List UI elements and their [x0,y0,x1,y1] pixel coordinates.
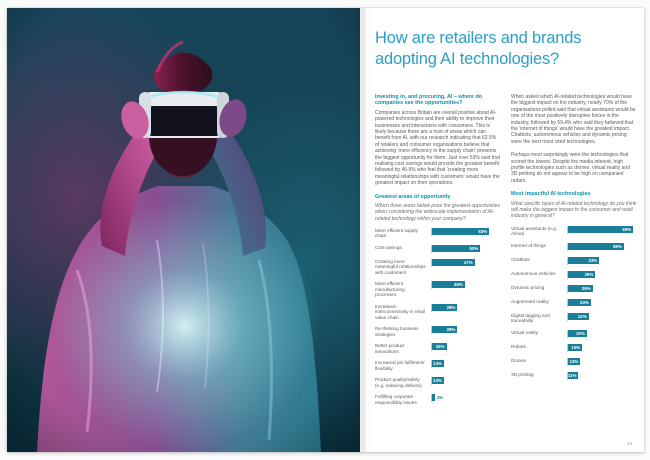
body-paragraph-impact-2: Perhaps most surprisingly were the technologies that scored the lowest. Despite the media interest, high profile technologies such as drones, virtual reality and 3D printing do not appear to be high on companies' radars. [511,152,630,184]
bar-value: 36% [453,282,463,288]
bar-label: Autonomous vehicles [511,270,556,276]
bar-label: Re-thinking business strategies [375,326,419,337]
bar [568,271,595,278]
bar-value: 3% [436,395,444,401]
bar [432,343,447,350]
bar-label: More efficient supply chain [375,227,418,239]
page-title-line1: How are retailers and brands [375,29,582,47]
bar-track [567,271,637,279]
chart-row [375,281,501,298]
vr-headset-photo [7,8,360,452]
chart-row [511,344,637,352]
bar-track [567,257,637,265]
bar-label: Better product innovations [375,343,405,354]
bar-label: Increased job fulfilment/ flexibility [375,360,425,371]
bar-value: 33% [588,257,598,263]
bar [568,372,578,379]
bar-track [567,226,637,234]
chart-row [511,313,637,324]
chart-row [511,372,637,380]
opportunity-bar-chart [375,228,501,406]
chart-question-opportunity: Which three areas below pose the greatest opportunities when considering the widescale implementation of AI-related technology within your company? [375,203,501,222]
bar-track [431,360,501,368]
chart-row [511,243,637,251]
bar-label: 3D printing [511,371,534,377]
body-paragraph-impact-1: When asked which AI-related technologies would have the biggest impact on the industry, nearly 70% of the organisations polled said that virtual assistants would be one of the most positively disruptive forces in the industry, followed by 59.4% who said they believed that the 'internet of things' would have the greatest impact. Chatbots, autonomous vehicles and dynamic pricing were the next most cited technologies. [511,94,636,145]
page-title-line2: adopting AI technologies? [375,50,559,68]
bar-value: 69% [622,226,632,232]
bar-value: 13% [433,361,442,367]
bar [568,243,624,250]
bar [432,281,465,288]
bar-label: Fulfilling corporate responsibility issues [375,394,417,405]
bar-track [431,304,501,312]
bar [568,226,633,233]
bar-value: 20% [576,330,585,336]
bar-track [567,285,637,293]
bar [432,228,489,235]
page-title [375,28,637,70]
bar-label: Dynamic pricing [511,284,545,290]
chart-row [511,285,637,293]
bar-value: 16% [435,344,445,350]
chart-row [511,226,637,237]
bar-track [431,377,501,385]
section-heading-investing: Investing in, and procuring, AI – where do companies see the opportunities? [375,94,483,107]
chart-heading-impact: Most impactful AI technologies [511,191,591,198]
chart-row [375,394,501,405]
chart-row [511,299,637,307]
chart-row [375,259,501,276]
chart-row [511,330,637,338]
bar-track [431,228,501,236]
bar-track [567,330,637,338]
bar-track [567,358,637,366]
body-paragraph-opportunities: Companies across Britain are overall positive about AI-powered technologies and their ability to improve their businesses and interactions with consumers. This is likely because there are a host of areas which can benefit from AI, with our research indicating that 62.5% of retailers and consumer organisations believe that achieving 'more efficiency in the supply chain' presents the biggest opportunity for them. Just over 53% said that realising cost savings would provide the greatest benefit followed by 46.9% who feel that 'creating more meaningful relationships with customers' would have the greatest impact on their operations. [375,109,501,187]
chart-heading-opportunity: Greatest areas of opportunity [375,193,451,200]
bar-value: 11% [567,372,577,378]
column-right [511,94,637,411]
bar-label: Augmented reality [511,298,549,304]
bar [568,330,587,337]
bar [432,394,435,401]
bar-label: More efficient manufacturing processes [375,281,405,298]
bar-value: 29% [584,271,594,277]
bar-track [567,243,637,251]
column-left [375,94,501,411]
bar-track [431,343,501,351]
bar-value: 63% [478,228,488,234]
bar-label: Internet of things [511,242,546,248]
bar-label: Product quality/safety (e.g. reducing defects) [375,377,422,388]
bar-value: 59% [612,243,622,249]
bar [568,299,591,306]
bar [568,257,599,264]
chart-row [375,360,501,371]
bar [568,358,580,365]
page-number: 13 [626,442,632,447]
chart-row [375,343,501,354]
bar-value: 26% [581,285,591,291]
impact-bar-chart [511,226,637,380]
bar-track [431,326,501,334]
bar-label: Robots [511,343,526,349]
bar-value: 22% [577,313,587,319]
bar [568,344,582,351]
chart-row [375,326,501,337]
bar-label: Creating more meaningful relationships with customers [375,258,426,275]
bar-label: Virtual assistants (e.g. Alexa) [511,225,558,237]
chart-question-impact: What specific types of AI-related technology do you think will make the biggest impact to the consumer and retail industry in general? [511,200,637,220]
bar-label: Drones [511,357,527,363]
bar-value: 47% [463,259,473,265]
chart-row [511,257,637,265]
bar-track [567,344,637,352]
bar-track [431,245,501,253]
chart-row [375,377,501,388]
bar-label: Cost savings [375,244,402,250]
bar-track [567,313,637,321]
chart-row [375,304,501,321]
bar-label: Chatbots [511,256,530,262]
bar [568,313,589,320]
bar-value: 13% [433,378,442,384]
bar-track [431,281,501,289]
bar-value: 28% [446,327,456,333]
bar [432,304,457,311]
bar-value: 53% [469,245,479,251]
bar [568,285,593,292]
bar-label: Increased interconnectivity in retail value chain [375,303,426,320]
right-page [360,8,644,452]
bar [432,377,444,384]
bar-track [431,394,501,402]
bar-track [567,372,637,380]
bar-track [431,259,501,267]
chart-row [375,245,501,253]
bar-label: Digital tagging and traceability [511,312,550,324]
bar-label: Virtual reality [511,329,539,335]
bar [432,259,475,266]
bar [432,245,480,252]
chart-row [511,271,637,279]
bar [432,326,457,333]
bar-value: 28% [446,304,456,310]
report-spread [7,8,644,452]
bar-value: 15% [571,344,581,350]
bar-value: 13% [569,358,579,364]
chart-row [511,358,637,366]
bar [432,360,444,367]
bar-track [567,299,637,307]
chart-row [375,228,501,239]
bar-value: 24% [579,299,589,305]
